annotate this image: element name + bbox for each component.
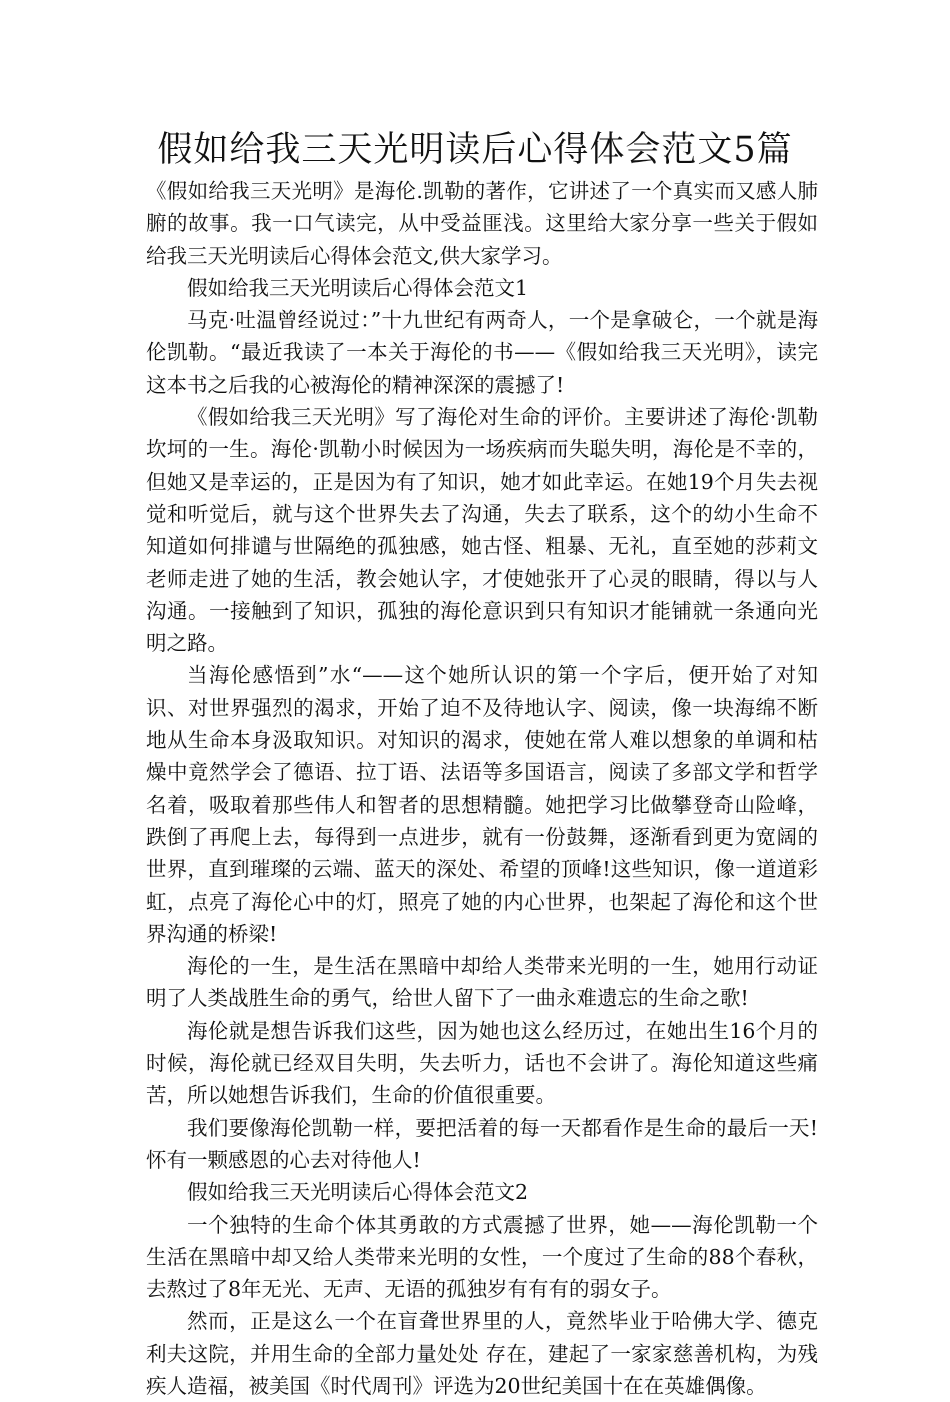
section-heading-1: 假如给我三天光明读后心得体会范文1: [187, 275, 529, 300]
paragraph: 一个独特的生命个体其勇敢的方式震撼了世界，她——海伦凯勒一个生活在黑暗中却又给人类带来光明的女性，一个度过了生命的88个春秋，去熬过了8年无光、无声、无语的孤独岁有有有的弱女子。: [146, 1212, 818, 1302]
paragraph: 《假如给我三天光明》写了海伦对生命的评价。主要讲述了海伦·凯勒坎坷的一生。海伦·凯勒小时候因为一场疾病而失聪失明，海伦是不幸的，但她又是幸运的，正是因为有了知识，她才如此幸运。在她19个月失去视觉和听觉后，就与这个世界失去了沟通，失去了联系，这个的幼小生命不知道如何排谴与世隔绝的孤独感，她古怪、粗暴、无礼，直至她的莎莉文老师走进了她的生活，教会她认字，才使她张开了心灵的眼睛，得以与人沟通。一接触到了知识，孤独的海伦意识到只有知识才能铺就一条通向光明之路。: [146, 405, 818, 656]
section-heading-2: 假如给我三天光明读后心得体会范文2: [187, 1180, 529, 1205]
paragraph: 马克·吐温曾经说过：”十九世纪有两奇人，一个是拿破仑，一个就是海伦凯勒。“最近我读了一本关于海伦的书——《假如给我三天光明》，读完这本书之后我的心被海伦的精神深深的震撼了!: [146, 308, 818, 397]
paragraph: 海伦就是想告诉我们这些，因为她也这么经历过，在她出生16个月的时候，海伦就已经双目失明，失去听力，话也不会讲了。海伦知道这些痛苦，所以她想告诉我们，生命的价值很重要。: [146, 1018, 818, 1108]
paragraph: 我们要像海伦凯勒一样，要把活着的每一天都看作是生命的最后一天!怀有一颗感恩的心去对待他人!: [146, 1115, 818, 1172]
paragraph: 海伦的一生，是生活在黑暗中却给人类带来光明的一生，她用行动证明了人类战胜生命的勇气，给世人留下了一曲永难遗忘的生命之歌!: [146, 954, 818, 1011]
document-body: [146, 175, 818, 1402]
intro-paragraph: 《假如给我三天光明》是海伦.凯勒的著作，它讲述了一个真实而又感人肺腑的故事。我一口气读完，从中受益匪浅。这里给大家分享一些关于假如给我三天光明读后心得体会范文,供大家学习。: [146, 179, 818, 268]
document-title: 假如给我三天光明读后心得体会范文5篇: [157, 130, 793, 170]
paragraph: 当海伦感悟到”水“——这个她所认识的第一个字后，便开始了对知识、对世界强烈的渴求，开始了迫不及待地认字、阅读，像一块海绵不断地从生命本身汲取知识。对知识的渴求，使她在常人难以想象的单调和枯燥中竟然学会了德语、拉丁语、法语等多国语言，阅读了多部文学和哲学名着，吸取着那些伟人和智者的思想精髓。她把学习比做攀登奇山险峰，跌倒了再爬上去，每得到一点进步，就有一份鼓舞，逐渐看到更为宽阔的世界，直到璀璨的云端、蓝天的深处、希望的顶峰!这些知识，像一道道彩虹，点亮了海伦心中的灯，照亮了她的内心世界，也架起了海伦和这个世界沟通的桥梁!: [146, 663, 818, 946]
paragraph: 然而，正是这么一个在盲聋世界里的人，竟然毕业于哈佛大学、德克利夫这院，并用生命的全部力量处处 存在，建起了一家家慈善机构，为残疾人造福，被美国《时代周刊》评选为20世纪美国十在在英雄偶像。: [146, 1309, 818, 1398]
